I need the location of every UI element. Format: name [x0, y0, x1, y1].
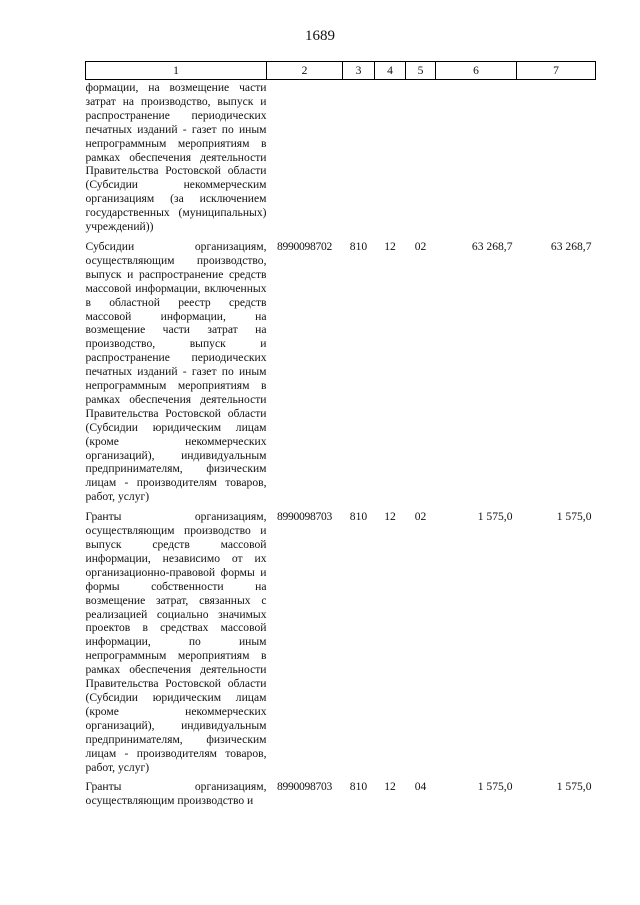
column-header-7: 7 [517, 62, 596, 80]
page-number: 1689 [305, 28, 335, 44]
column-header-6: 6 [436, 62, 517, 80]
row-section: 12 [384, 510, 396, 524]
table-row [86, 774, 596, 808]
column-header-1: 1 [86, 62, 267, 80]
column-header-5: 5 [406, 62, 436, 80]
column-header-4: 4 [375, 62, 406, 80]
row-target-code: 8990098702 [277, 239, 332, 253]
row-description: Гранты организациям, осуществляющим производство и выпуск средств массовой информации, независимо от их организационно-правовой формы и формы собственности на возмещение затрат, связанных с реализацией социально значимых проектов в средствах массовой информации, по иным непрограммным мероприятиям в рамках обеспечения деятельности Правительства Ростовской области (Субсидии юридическим лицам (кроме некоммерческих организаций), индивидуальным предпринимателям, физическим лицам - производителям товаров, работ, услуг) [85, 510, 267, 774]
row-amount-1: 1 575,0 [477, 780, 513, 794]
row-expense-type: 810 [349, 780, 368, 794]
row-description: формации, на возмещение части затрат на производство, выпуск и распространение периодических печатных изданий - газет по иным непрограммным мероприятиям в рамках обеспечения деятельности Правительства Ростовской области (Субсидии некоммерческим организациям (за исключением государственных (муниципальных) учреждений)) [85, 81, 267, 234]
row-amount-2: 1 575,0 [556, 510, 592, 524]
row-amount-2: 1 575,0 [556, 780, 592, 794]
row-expense-type [343, 80, 375, 234]
column-number-header [86, 62, 596, 80]
row-subsection: 02 [414, 239, 427, 253]
row-description: Гранты организациям, осуществляющим производство и [85, 780, 267, 808]
row-subsection: 02 [414, 510, 427, 524]
row-expense-type: 810 [349, 239, 368, 253]
row-subsection: 04 [414, 780, 427, 794]
row-subsection [406, 80, 436, 234]
row-section: 12 [384, 780, 396, 794]
row-amount-1: 63 268,7 [471, 239, 513, 253]
row-expense-type: 810 [349, 510, 368, 524]
row-amount-2 [517, 80, 596, 234]
row-amount-1 [436, 80, 517, 234]
row-section [375, 80, 406, 234]
row-amount-1: 1 575,0 [477, 510, 513, 524]
row-amount-2: 63 268,7 [550, 239, 592, 253]
table-row [86, 504, 596, 774]
row-target-code: 8990098703 [277, 510, 332, 524]
table-row [86, 234, 596, 504]
budget-table [85, 61, 596, 808]
row-section: 12 [384, 239, 396, 253]
row-target-code [267, 80, 343, 234]
row-target-code: 8990098703 [277, 780, 332, 794]
column-header-2: 2 [267, 62, 343, 80]
column-header-3: 3 [343, 62, 375, 80]
table-row [86, 80, 596, 234]
row-description: Субсидии организациям, осуществляющим производство, выпуск и распространение средств массовой информации, включенных в областной реестр средств массовой информации, на возмещение части затрат на производство, выпуск и распространение периодических печатных изданий - газет по иным непрограммным мероприятиям в рамках обеспечения деятельности Правительства Ростовской области (Субсидии юридическим лицам (кроме некоммерческих организаций), индивидуальным предпринимателям, физическим лицам - производителям товаров, работ, услуг) [85, 239, 267, 504]
